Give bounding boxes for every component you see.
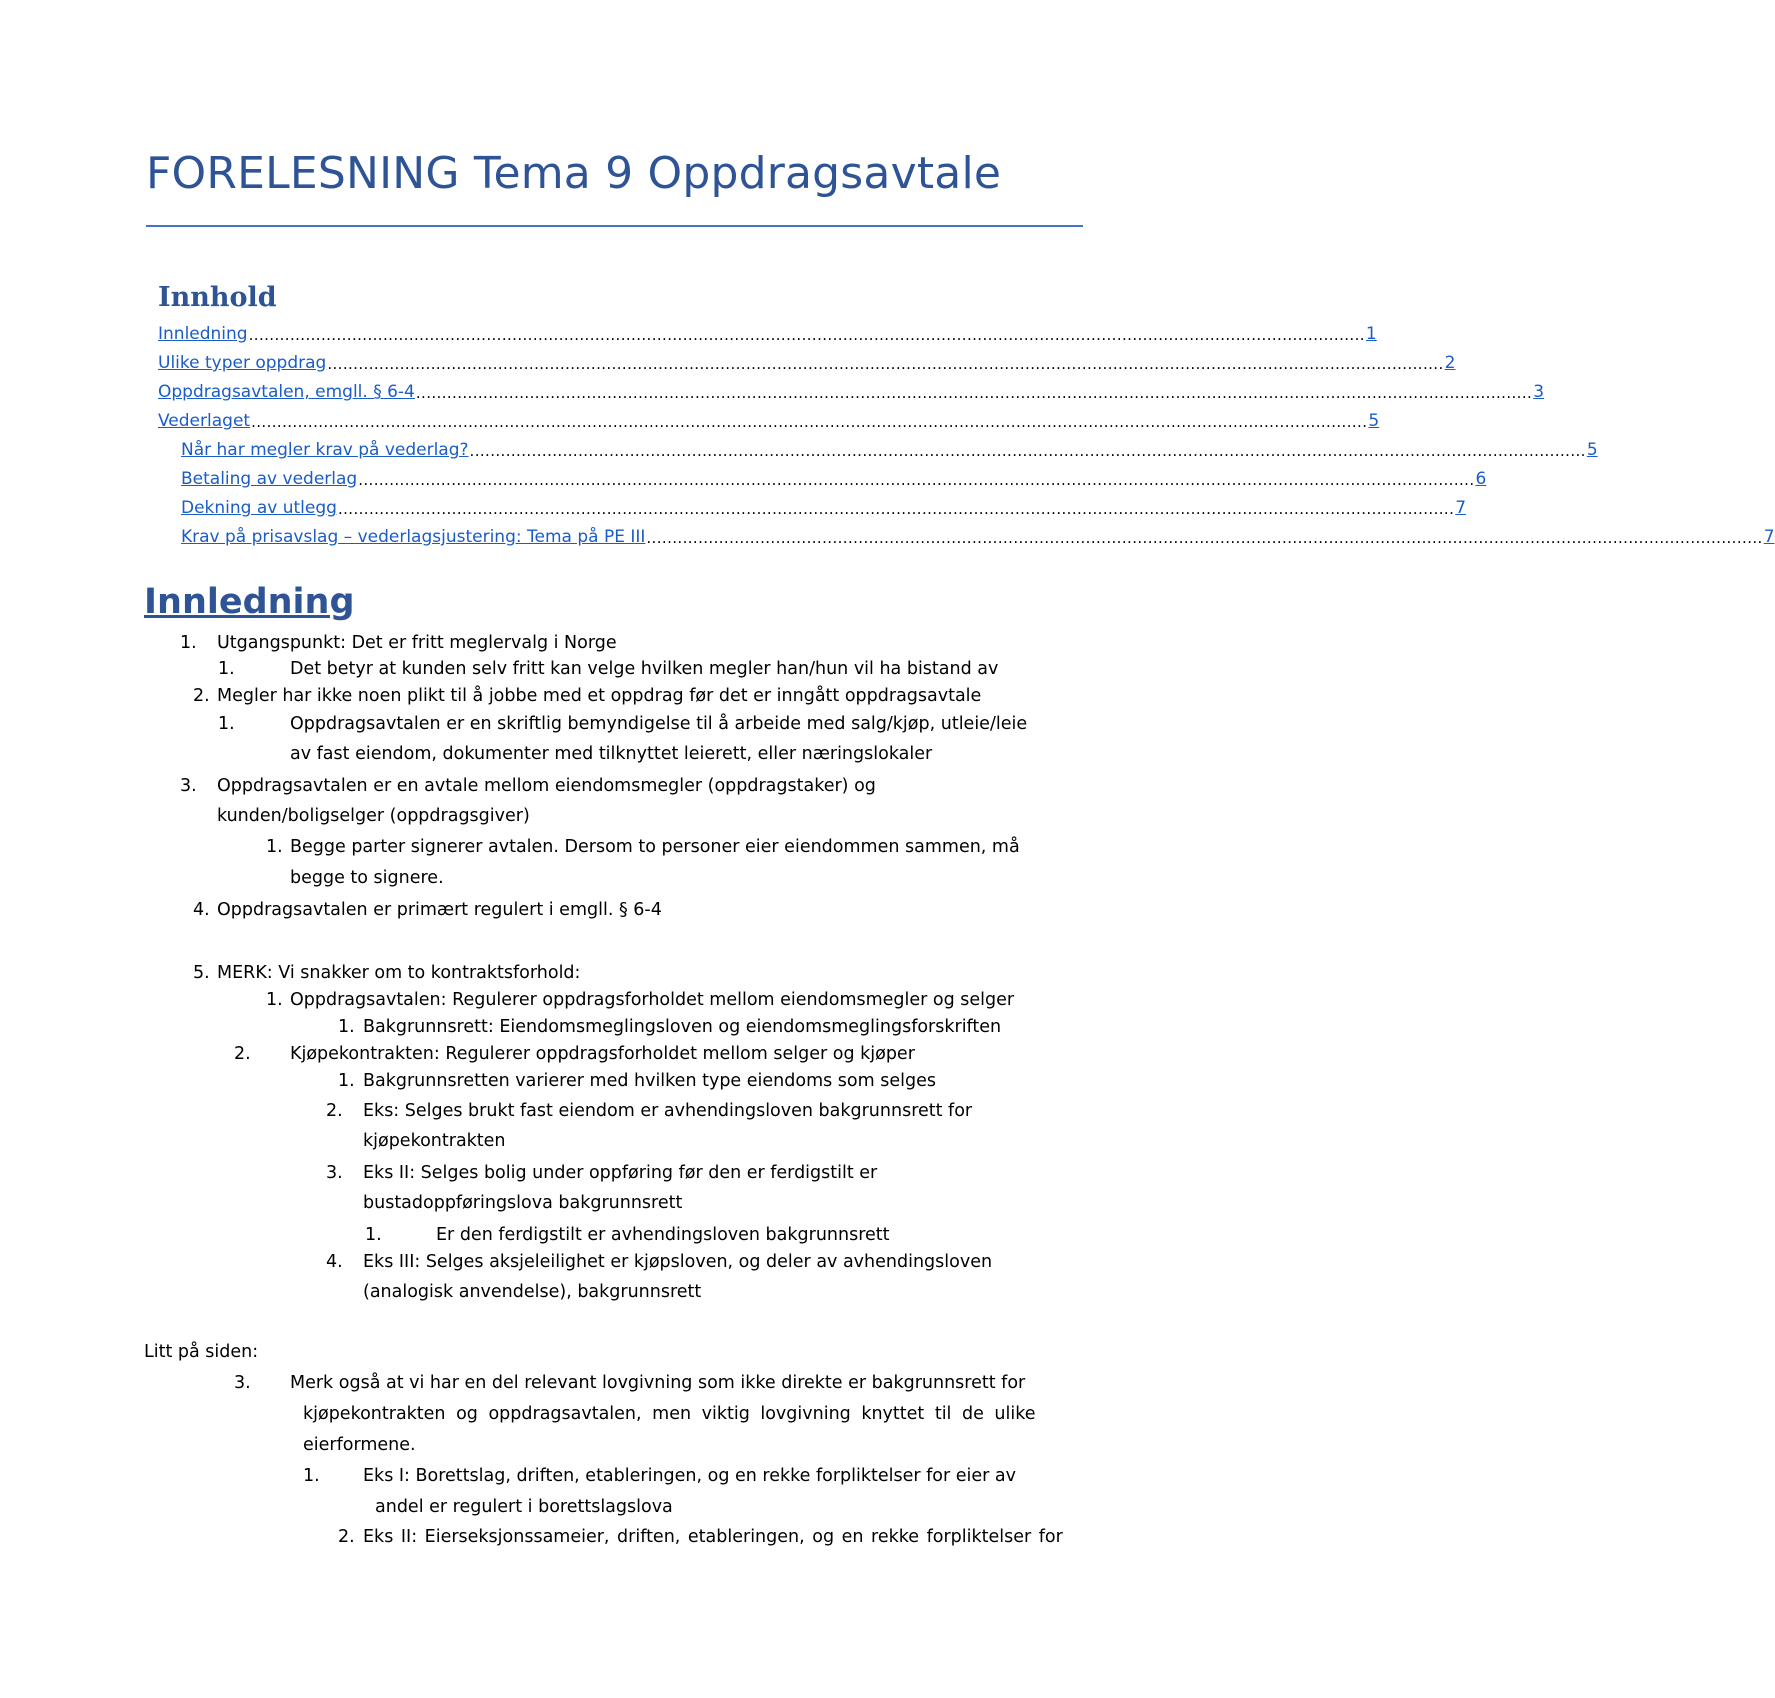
list-number: 2. [193,686,210,706]
aside-label: Litt på siden: [144,1342,259,1362]
toc-entry-page[interactable]: 5 [1586,440,1598,460]
list-number: 1. [303,1466,320,1486]
toc-entry[interactable] [158,349,1456,373]
list-number: 1. [266,837,283,857]
list-item-text: (analogisk anvendelse), bakgrunnsrett [363,1282,702,1302]
toc-entry-page[interactable]: 2 [1444,353,1456,373]
toc-entry[interactable] [181,523,1775,547]
toc-entry[interactable] [181,465,1487,489]
document-title: FORELESNING Tema 9 Oppdragsavtale [146,148,1002,199]
list-item-text: Begge parter signerer avtalen. Dersom to personer eier eiendommen sammen, må [290,837,1020,857]
list-number: 4. [193,900,210,920]
toc-entry[interactable] [181,494,1467,518]
list-item-text: Oppdragsavtalen er en skriftlig bemyndigelse til å arbeide med salg/kjøp, utleie/leie [290,714,1028,734]
list-item-text: Er den ferdigstilt er avhendingsloven bakgrunnsrett [436,1225,890,1245]
list-item-text: kjøpekontrakten og oppdragsavtalen, men viktig lovgivning knyttet til de ulike [303,1404,1036,1424]
list-item-text: Eks II: Selges bolig under oppføring før den er ferdigstilt er [363,1163,878,1183]
list-item-text: Eks: Selges brukt fast eiendom er avhendingsloven bakgrunnsrett for [363,1101,973,1121]
toc-entry-label[interactable]: Krav på prisavslag – vederlagsjustering: Tema på PE III [181,527,646,547]
list-item-text: Oppdragsavtalen: Regulerer oppdragsforholdet mellom eiendomsmegler og selger [290,990,1015,1010]
toc-entry[interactable] [181,436,1598,460]
list-item-text: eierformene. [303,1435,416,1455]
list-number: 2. [234,1044,251,1064]
toc-leader-dots: ........................................................................................................................................................................................................................ [469,442,1586,460]
toc-leader-dots: ........................................................................................................................................................................................................................ [415,384,1533,402]
list-item-text: kjøpekontrakten [363,1131,506,1151]
section-heading: Innledning [144,582,355,622]
list-item-text: Eks II: Eierseksjonssameier, driften, etableringen, og en rekke forpliktelser for [363,1527,1063,1547]
list-item-text: Megler har ikke noen plikt til å jobbe med et oppdrag før det er inngått oppdragsavtale [217,686,982,706]
list-item-text: Bakgrunnsretten varierer med hvilken type eiendoms som selges [363,1071,936,1091]
list-number: 2. [326,1101,343,1121]
list-number: 3. [326,1163,343,1183]
list-number: 3. [180,776,197,796]
toc-entry-label[interactable]: Oppdragsavtalen, emgll. § 6-4 [158,382,415,402]
title-underline-rule [146,225,1083,227]
list-item-text: Eks I: Borettslag, driften, etableringen, og en rekke forpliktelser for eier av [363,1466,1017,1486]
toc-entry-label[interactable]: Ulike typer oppdrag [158,353,327,373]
toc-entry-label[interactable]: Betaling av vederlag [181,469,358,489]
list-number: 2. [338,1527,355,1547]
toc-entry-label[interactable]: Når har megler krav på vederlag? [181,440,469,460]
list-item-text: begge to signere. [290,868,444,888]
toc-leader-dots: ........................................................................................................................................................................................................................ [337,500,1455,518]
toc-leader-dots: ........................................................................................................................................................................................................................ [646,529,1763,547]
list-item-text: av fast eiendom, dokumenter med tilknyttet leierett, eller næringslokaler [290,744,933,764]
list-number: 4. [326,1252,343,1272]
toc-entry-label[interactable]: Dekning av utlegg [181,498,337,518]
toc-entry-page[interactable]: 3 [1533,382,1545,402]
toc-entry-page[interactable]: 5 [1368,411,1380,431]
toc-entry-page[interactable]: 1 [1365,324,1377,344]
list-item-text: Bakgrunnsrett: Eiendomsmeglingsloven og eiendomsmeglingsforskriften [363,1017,1002,1037]
list-item-text: Oppdragsavtalen er primært regulert i emgll. § 6-4 [217,900,662,920]
toc-heading: Innhold [158,282,277,313]
list-item-text: Eks III: Selges aksjeleilighet er kjøpsloven, og deler av avhendingsloven [363,1252,993,1272]
toc-entry-page[interactable]: 6 [1475,469,1487,489]
list-number: 1. [338,1071,355,1091]
toc-leader-dots: ........................................................................................................................................................................................................................ [358,471,1475,489]
list-number: 1. [218,659,235,679]
toc-leader-dots: ........................................................................................................................................................................................................................ [251,413,1368,431]
list-item-text: Merk også at vi har en del relevant lovgivning som ikke direkte er bakgrunnsrett for [290,1373,1026,1393]
list-item-text: kunden/boligselger (oppdragsgiver) [217,806,530,826]
list-number: 1. [266,990,283,1010]
toc-entry[interactable] [158,407,1380,431]
toc-entry-label[interactable]: Vederlaget [158,411,251,431]
list-item-text: Det betyr at kunden selv fritt kan velge hvilken megler han/hun vil ha bistand av [290,659,999,679]
toc-leader-dots: ........................................................................................................................................................................................................................ [327,355,1444,373]
toc-entry-page[interactable]: 7 [1455,498,1467,518]
toc-entry[interactable] [158,378,1545,402]
list-number: 1. [218,714,235,734]
toc-entry-page[interactable]: 7 [1763,527,1775,547]
toc-leader-dots: ........................................................................................................................................................................................................................ [248,326,1365,344]
toc-entry-label[interactable]: Innledning [158,324,248,344]
list-number: 1. [180,633,197,653]
toc-entry[interactable] [158,320,1377,344]
list-number: 1. [365,1225,382,1245]
list-item-text: andel er regulert i borettslagslova [375,1497,673,1517]
list-item-text: MERK: Vi snakker om to kontraktsforhold: [217,963,581,983]
list-number: 1. [338,1017,355,1037]
list-item-text: bustadoppføringslova bakgrunnsrett [363,1193,683,1213]
list-item-text: Oppdragsavtalen er en avtale mellom eiendomsmegler (oppdragstaker) og [217,776,876,796]
list-number: 5. [193,963,210,983]
list-item-text: Utgangspunkt: Det er fritt meglervalg i Norge [217,633,617,653]
list-item-text: Kjøpekontrakten: Regulerer oppdragsforholdet mellom selger og kjøper [290,1044,915,1064]
list-number: 3. [234,1373,251,1393]
